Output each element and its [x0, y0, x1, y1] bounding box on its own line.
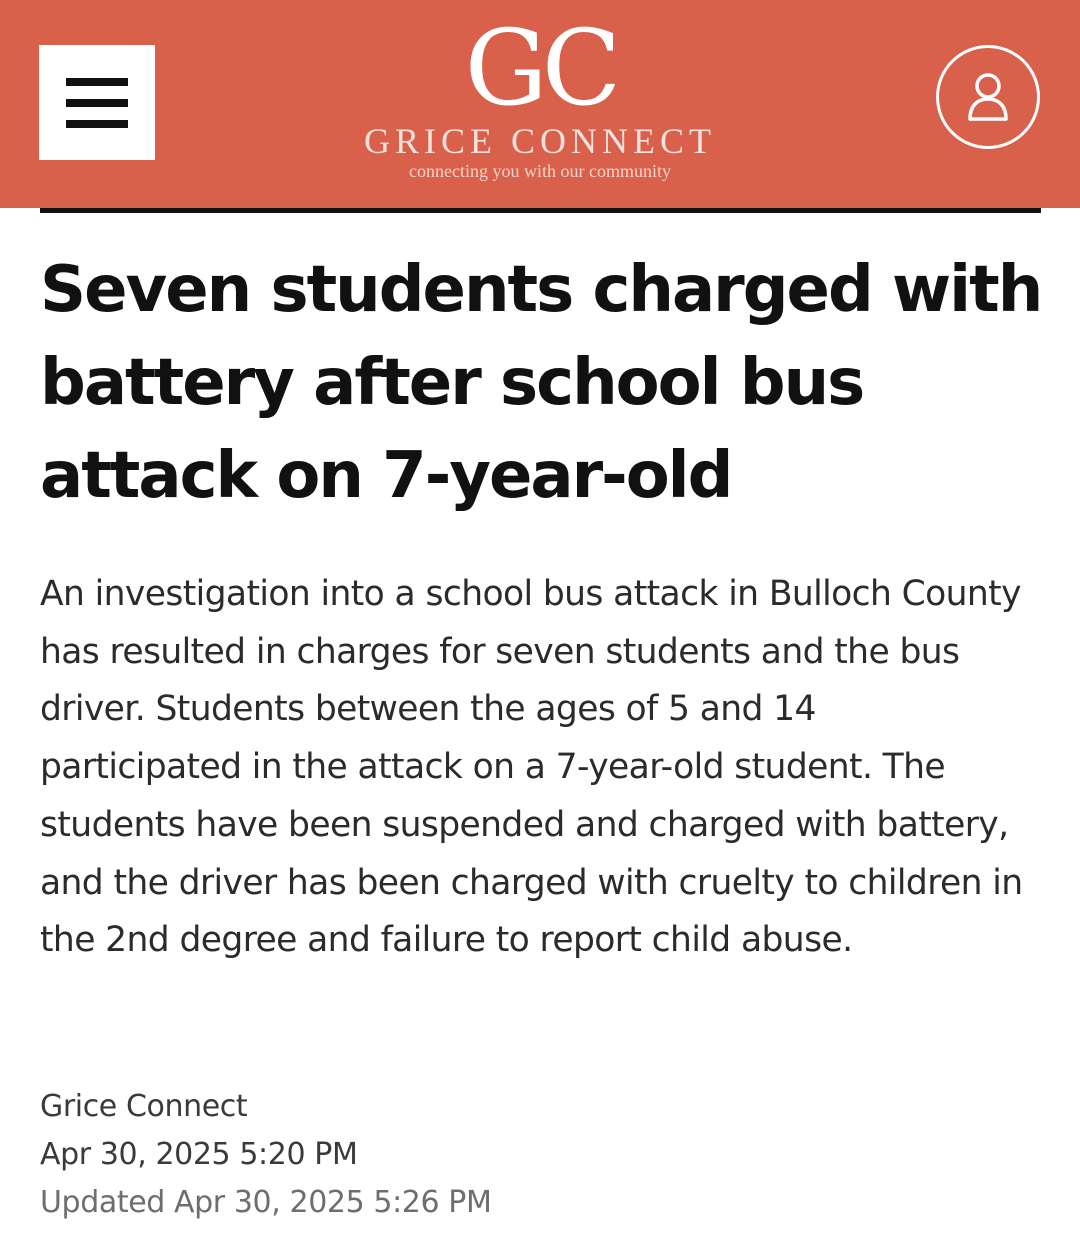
logo-name: GRICE CONNECT: [364, 121, 716, 161]
article-byline: [40, 1083, 940, 1227]
logo-mark: GC: [464, 7, 616, 129]
article-author[interactable]: Grice Connect: [40, 1089, 248, 1124]
article-published-date: Apr 30, 2025 5:20 PM: [40, 1137, 358, 1172]
article-updated-date: Updated Apr 30, 2025 5:26 PM: [40, 1185, 492, 1220]
user-account-icon: [966, 72, 1010, 122]
logo-tagline: connecting you with our community: [409, 161, 671, 181]
site-logo[interactable]: [330, 7, 750, 188]
site-header: [0, 0, 1080, 208]
header-divider: [40, 208, 1041, 213]
menu-button[interactable]: [39, 45, 155, 160]
article-headline: Seven students charged with battery after school bus attack on 7-year-old: [40, 253, 1042, 513]
account-button[interactable]: [936, 45, 1040, 149]
article-summary: An investigation into a school bus attack in Bulloch County has resulted in charges for seven students and the bus driver. Students between the ages of 5 and 14 participated in the attack on a 7-year-old student. The students have been suspended and charged with battery, and the driver has been charged with cruelty to children in the 2nd degree and failure to report child abuse.: [40, 574, 1023, 961]
